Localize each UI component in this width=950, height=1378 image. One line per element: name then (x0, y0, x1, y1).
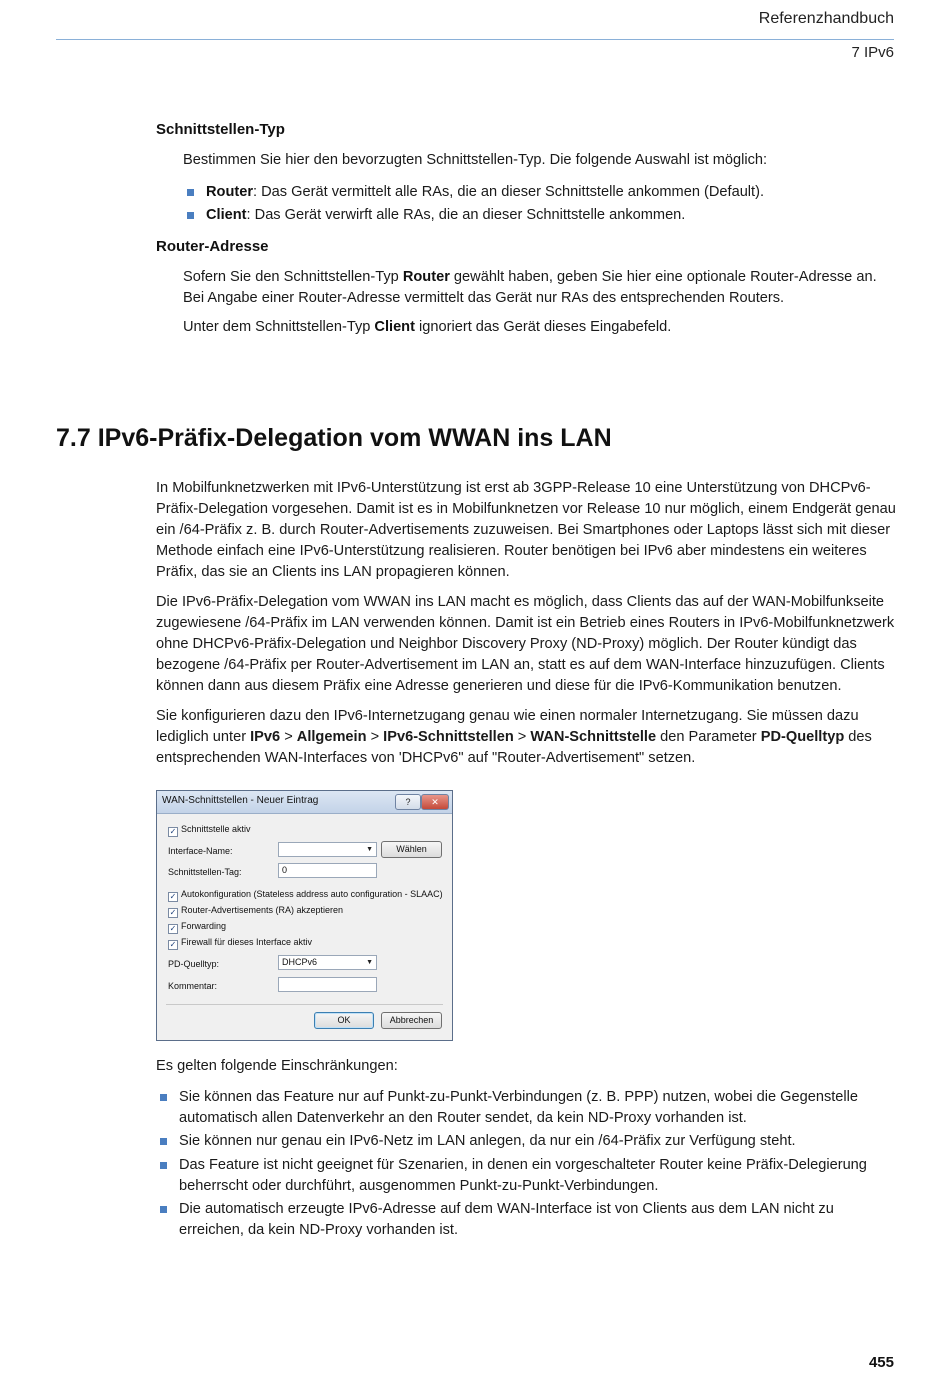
bullet-marker (160, 1206, 167, 1213)
text-bold: Client (374, 319, 415, 335)
close-button[interactable]: ✕ (421, 794, 449, 810)
pd-source-label: PD-Quelltyp: (168, 959, 220, 969)
bullet-router (206, 182, 764, 203)
term-schnittstellen-typ: Schnittstellen-Typ (156, 121, 285, 138)
checkbox-autoconf[interactable] (168, 889, 443, 902)
dialog-separator (166, 1004, 443, 1005)
bullet-client-text: : Das Gerät verwirft alle RAs, die an dieser Schnittstelle ankommen. (246, 207, 686, 223)
term-schnittstellen-typ-desc: Bestimmen Sie hier den bevorzugten Schnittstellen-Typ. Die folgende Auswahl ist möglich: (183, 152, 768, 168)
text-run: Sofern Sie den Schnittstellen-Typ (183, 269, 403, 285)
dialog-title: WAN-Schnittstellen - Neuer Eintrag (162, 795, 319, 806)
paragraph-1: In Mobilfunknetzwerken mit IPv6-Unterstützung ist erst ab 3GPP-Release 10 eine Unterstützung von DHCPv6-Präfix-Delegation vorgesehen. Damit ist es in Mobilfunknetzen vor Release 10 nur möglich, einem Endgerät genau ein /64-Präfix z. B. durch Router-Advertisements zuzuweisen. Bei Smartphones oder Laptops lässt sich mit dieser Methode einfach eine IPv6-Unterstützung realisieren. Router benötigen bei IPv6 aber mindestens ein weiteres Präfix, das sie an Clients ins LAN propagieren können. (156, 480, 896, 580)
restriction-item: Sie können nur genau ein IPv6-Netz im LAN anlegen, da nur ein /64-Präfix zur Verfügung steht. (179, 1133, 796, 1149)
checkbox-label: Autokonfiguration (Stateless address auto configuration - SLAAC) (181, 889, 443, 899)
term-router-adresse: Router-Adresse (156, 238, 269, 255)
checkbox-label: Forwarding (181, 921, 227, 931)
checkbox-label: Firewall für dieses Interface aktiv (181, 937, 313, 947)
chevron-down-icon: ▼ (366, 846, 373, 853)
running-header-chapter: 7 IPv6 (851, 44, 894, 61)
checkbox-ra-accept[interactable] (168, 905, 343, 918)
bullet-router-text: : Das Gerät vermittelt alle RAs, die an dieser Schnittstelle ankommen (Default). (253, 184, 765, 200)
section-heading: 7.7 IPv6-Präfix-Delegation vom WWAN ins LAN (56, 424, 612, 452)
bullet-router-bold: Router (206, 184, 254, 200)
ok-button[interactable]: OK (314, 1012, 374, 1029)
path-separator: > (366, 729, 384, 745)
restriction-item: Sie können das Feature nur auf Punkt-zu-Punkt-Verbindungen (z. B. PPP) nutzen, wobei die Gegenstelle automatisch allen Datenverkehr an den Router sendet, da kein ND-Proxy vorhanden ist. (179, 1089, 859, 1126)
comment-label: Kommentar: (168, 981, 218, 991)
interface-name-dropdown[interactable] (278, 842, 377, 857)
help-button[interactable]: ? (395, 794, 421, 810)
paragraph-3 (156, 706, 896, 769)
text-run: gewählt haben, geben Sie hier eine optionale Router-Adresse an. (449, 269, 877, 285)
tag-input[interactable]: 0 (278, 863, 377, 878)
text-run: Bei Angabe einer Router-Adresse vermittelt das Gerät nur RAs des entsprechenden Routers. (183, 290, 785, 306)
cancel-button[interactable]: Abbrechen (381, 1012, 442, 1029)
term-router-adresse-p2 (183, 317, 883, 338)
check-icon: ✓ (169, 892, 177, 901)
paragraph-2: Die IPv6-Präfix-Delegation vom WWAN ins LAN macht es möglich, dass Clients das auf der WAN-Mobilfunkseite zugewiesene /64-Präfix im LAN verwenden können. Damit ist ein Betrieb eines Routers in IPv6-Mobilfunknetzwerk ohne DHCPv6-Präfix-Delegation und Neighbor Discovery Proxy (ND-Proxy) möglich. Der Router kündigt das bezogene /64-Präfix per Router-Advertisement im LAN an, statt es auf dem WAN-Interface hinzuzufügen. Clients können dann aus diesem Präfix eine Adresse generieren und diese für die IPv6-Kommunikation benutzen. (156, 594, 895, 694)
page-number: 455 (868, 1354, 894, 1371)
interface-name-label: Interface-Name: (168, 846, 233, 856)
text-run: Unter dem Schnittstellen-Typ (183, 319, 375, 335)
checkbox-interface-active[interactable] (168, 824, 251, 837)
menu-path-ipv6-schnittstellen: IPv6-Schnittstellen (383, 729, 514, 745)
param-pd-quelltyp: PD-Quelltyp (760, 729, 845, 745)
text-run: Sie konfigurieren dazu den IPv6-Internetzugang genau wie einen normaler Internetzugang. Sie müssen dazu lediglich unter (156, 708, 859, 745)
text-run: des entsprechenden WAN-Interfaces von 'DHCPv6" auf "Router-Advertisement" setzen. (156, 729, 872, 766)
menu-path-wan-schnittstelle: WAN-Schnittstelle (530, 729, 657, 745)
running-header-title: Referenzhandbuch (758, 10, 894, 27)
check-icon: ✓ (169, 908, 177, 917)
check-icon: ✓ (169, 940, 177, 949)
comment-input[interactable] (278, 977, 377, 992)
tag-label: Schnittstellen-Tag: (168, 867, 242, 877)
bullet-marker (160, 1094, 167, 1101)
restriction-item: Das Feature ist nicht geeignet für Szenarien, in denen ein vorgeschalteter Router keine Präfix-Delegierung beherrscht oder durchführt, ausgenommen Punkt-zu-Punkt-Verbindungen. (179, 1157, 867, 1194)
header-rule (56, 39, 894, 40)
check-icon: ✓ (169, 924, 177, 933)
text-run: ignoriert das Gerät dieses Eingabefeld. (414, 319, 672, 335)
dialog-screenshot (156, 790, 453, 1041)
checkbox-label: Schnittstelle aktiv (181, 824, 251, 834)
restriction-item: Die automatisch erzeugte IPv6-Adresse auf dem WAN-Interface ist von Clients aus dem LAN nicht zu erreichen, da kein ND-Proxy vorhanden ist. (179, 1201, 834, 1238)
restrictions-intro: Es gelten folgende Einschränkungen: (156, 1058, 398, 1074)
choose-button[interactable]: Wählen (381, 841, 442, 858)
term-router-adresse-p1 (183, 267, 893, 309)
bullet-marker (187, 212, 194, 219)
chevron-down-icon: ▼ (366, 959, 373, 966)
path-separator: > (280, 729, 297, 745)
bullet-marker (187, 189, 194, 196)
pd-source-value: DHCPv6 (282, 957, 318, 967)
menu-path-ipv6: IPv6 (250, 729, 281, 745)
bullet-client (206, 205, 685, 226)
pd-source-dropdown[interactable] (278, 955, 377, 970)
checkbox-firewall[interactable] (168, 937, 312, 950)
checkbox-forwarding[interactable] (168, 921, 226, 934)
bullet-marker (160, 1162, 167, 1169)
bullet-client-bold: Client (206, 207, 247, 223)
path-separator: > (513, 729, 531, 745)
text-bold: Router (402, 269, 450, 285)
checkbox-label: Router-Advertisements (RA) akzeptieren (181, 905, 344, 915)
dialog-titlebar (157, 791, 452, 814)
dialog-body (157, 814, 452, 1040)
check-icon: ✓ (169, 827, 177, 836)
text-run: den Parameter (656, 729, 761, 745)
bullet-marker (160, 1138, 167, 1145)
menu-path-allgemein: Allgemein (296, 729, 367, 745)
